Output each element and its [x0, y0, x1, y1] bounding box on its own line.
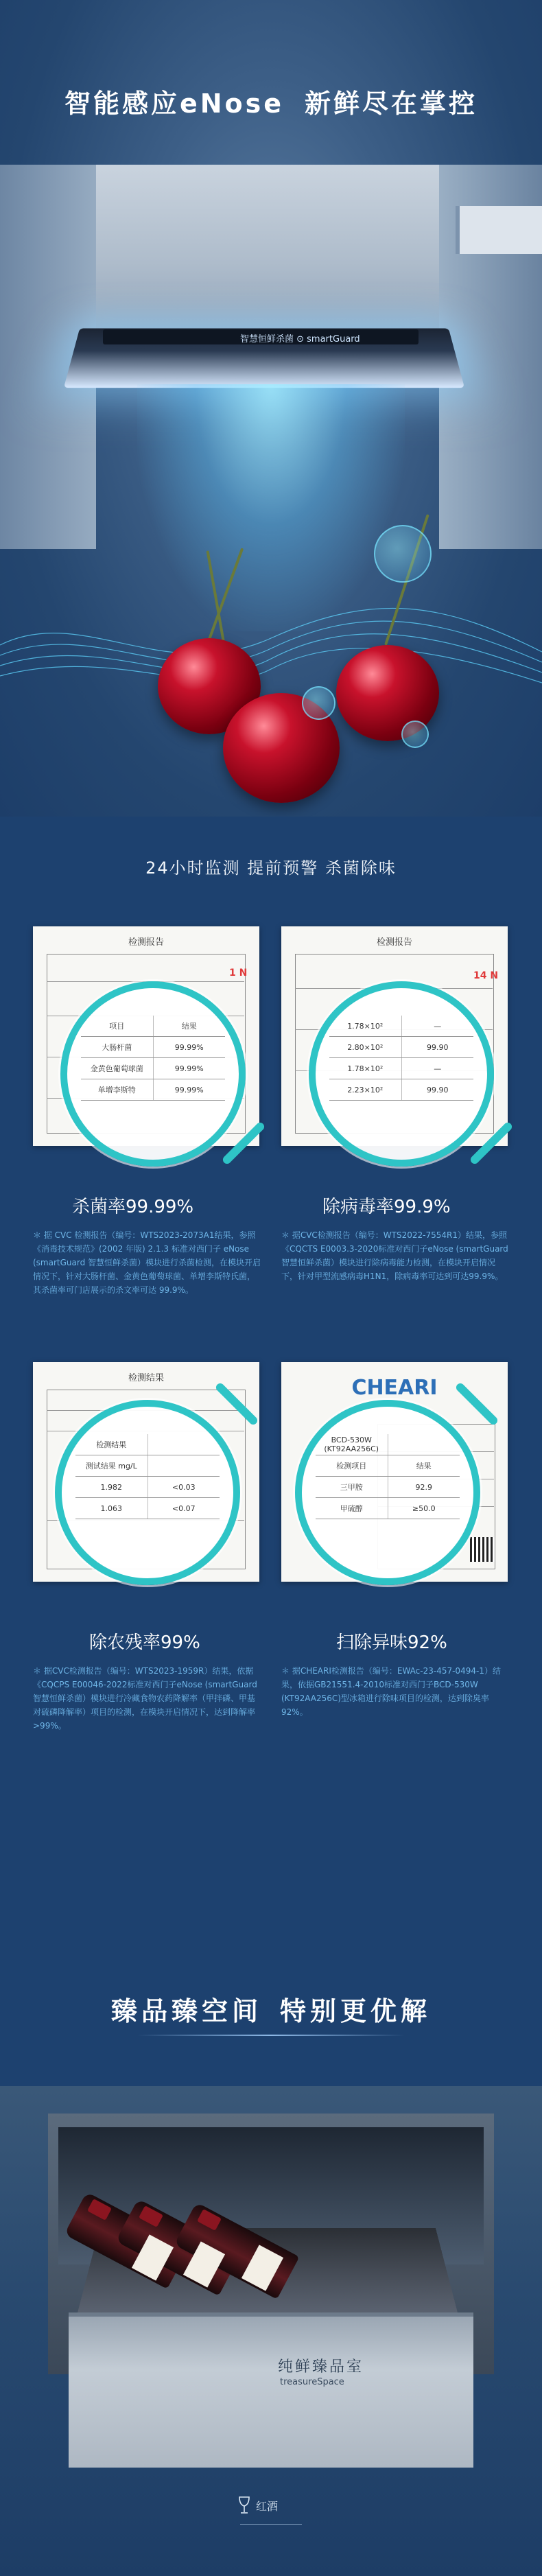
bacteria-bubble-icon	[374, 525, 432, 583]
table-cell: 99.90	[427, 1085, 449, 1094]
table-cell: 大肠杆菌	[81, 1037, 154, 1057]
wine-category-chip[interactable]	[237, 2495, 305, 2516]
table-row	[316, 1477, 460, 1498]
magnified-table	[329, 1016, 473, 1132]
table-cell: 单增李斯特	[81, 1079, 154, 1100]
table-row	[75, 1498, 220, 1519]
hero-title-part-a: 智能感应eNose	[64, 89, 285, 119]
table-cell: 2.80×10²	[329, 1037, 402, 1057]
drawer-brand-en: treasureSpace	[280, 2377, 344, 2387]
magnified-table	[316, 1434, 460, 1551]
table-row	[75, 1434, 220, 1455]
table-cell: <0.07	[172, 1503, 196, 1513]
virus-removal-rate-label: 除病毒率99.9%	[322, 1197, 451, 1217]
table-cell: 检测项目	[316, 1455, 388, 1476]
table-cell: 金黄色葡萄球菌	[81, 1058, 154, 1079]
table-cell: 1.78×10²	[329, 1016, 402, 1036]
wine-category-label: 红酒	[256, 2499, 279, 2513]
hero-title-part-b: 新鲜尽在掌控	[305, 89, 478, 119]
table-cell: 1.78×10²	[329, 1058, 402, 1079]
table-row	[329, 1058, 473, 1079]
report-heading: 检测结果	[128, 1373, 164, 1383]
wine-glass-icon	[237, 2496, 252, 2514]
report-heading: 检测报告	[376, 937, 412, 948]
report-description: ＊ 据CHEARI检测报告（编号：EWAc-23-457-0494-1）结果，依据GB21551.4-2010标准对西门子BCD-530W (KT92AA256C)型冰箱进行除味项目的检测，达到除臭率92%。	[281, 1666, 501, 1717]
odor-removal-rate-label: 扫除异味92%	[336, 1632, 447, 1653]
magnified-table	[75, 1434, 220, 1551]
table-cell: 项目	[81, 1016, 154, 1036]
table-cell: 92.9	[415, 1482, 432, 1492]
table-row	[329, 1037, 473, 1058]
wave-lines-graphic	[0, 563, 542, 714]
table-cell	[388, 1434, 460, 1455]
bacteria-bubble-icon	[401, 721, 429, 748]
cheari-logo-text: CHEARI	[351, 1376, 438, 1400]
magnifier-lens	[60, 981, 246, 1167]
section-title-part-a: 臻品臻空间	[110, 1996, 262, 2026]
drawer-brand-cn: 纯鲜臻品室	[278, 2358, 364, 2376]
table-row	[316, 1498, 460, 1519]
bacteria-bubble-icon	[302, 686, 335, 720]
report-description: ＊ 据 CVC 检测报告（编号：WTS2023-2073A1结果，参照《消毒技术规范》(2002 年版) 2.1.3 标准对西门子 eNose (smartGuard 智慧恒鲜杀菌）模块进行杀菌检测，在模块开启情况下，针对大肠杆菌、金黄色葡萄球菌、单增李斯特氏菌，其杀菌率可门店展示的杀文率可达 99.9%。	[33, 1230, 261, 1295]
table-cell: 结果	[181, 1022, 197, 1031]
table-cell: 99.99%	[174, 1042, 204, 1052]
magnified-table	[81, 1016, 225, 1132]
report-description: ＊ 据CVC检测报告（编号：WTS2022-7554R1）结果，参照《CQCTS E0003.3-2020标准对西门子eNose (smartGuard 智慧恒鲜杀菌）模块进行除病毒能力检测，在模块开启情况下，针对甲型流感病毒H1N1，除病毒率可达到可达99.9%。	[281, 1230, 508, 1281]
table-row	[75, 1477, 220, 1498]
table-row	[81, 1016, 225, 1037]
magnifier-lens	[55, 1400, 240, 1585]
table-cell: —	[434, 1021, 442, 1031]
table-cell: ≥50.0	[412, 1503, 436, 1513]
table-cell	[148, 1455, 220, 1476]
magnifier-lens	[309, 981, 494, 1167]
table-cell: 检测结果	[75, 1434, 148, 1455]
table-row	[316, 1434, 460, 1455]
drawer-front-panel[interactable]	[69, 2312, 473, 2468]
red-annotation: 1 N	[229, 968, 248, 979]
magnifier-lens	[295, 1400, 480, 1585]
section-title-part-b: 特别更优解	[280, 1996, 432, 2026]
table-cell: 1.063	[75, 1498, 148, 1519]
hero-title	[0, 82, 542, 120]
table-row	[329, 1079, 473, 1101]
table-row	[81, 1079, 225, 1101]
table-row	[75, 1455, 220, 1477]
feature-caption: 24小时监测 提前预警 杀菌除味	[145, 858, 397, 878]
table-cell: 甲硫醇	[316, 1498, 388, 1519]
table-cell: BCD-530W (KT92AA256C)	[316, 1434, 388, 1455]
table-cell: 99.90	[427, 1042, 449, 1052]
table-cell: —	[434, 1064, 442, 1073]
table-row	[316, 1455, 460, 1477]
report-description: ＊ 据CVC检测报告（编号：WTS2023-1959R）结果，依据《CQCPS E00046-2022标准对西门子eNose (smartGuard 智慧恒鲜杀菌）模块进行冷藏食物农药降解率（甲拌磷、甲基对硫磷降解率）项目的检测，在模块开启情况下，达到降解率>99%。	[33, 1666, 257, 1731]
table-row	[81, 1058, 225, 1079]
report-heading: 检测报告	[128, 937, 164, 948]
lamp-label: 智慧恒鲜杀菌 ⊙ smartGuard	[240, 334, 360, 344]
table-row	[81, 1037, 225, 1058]
table-cell: 三甲胺	[316, 1477, 388, 1497]
table-cell: <0.03	[172, 1482, 196, 1492]
table-cell	[148, 1434, 220, 1455]
sterilization-rate-label: 杀菌率99.99%	[72, 1197, 194, 1217]
table-cell: 结果	[416, 1462, 432, 1471]
qr-code-icon	[470, 1537, 495, 1562]
red-annotation: 14 N	[473, 970, 499, 981]
pesticide-removal-rate-label: 除农残率99%	[89, 1632, 200, 1653]
fridge-shelf-bracket	[456, 206, 542, 254]
table-row	[329, 1016, 473, 1037]
table-cell: 99.99%	[174, 1064, 204, 1073]
hero-section	[0, 0, 542, 817]
table-cell: 99.99%	[174, 1085, 204, 1094]
chip-underline	[240, 2524, 302, 2525]
table-cell: 2.23×10²	[329, 1079, 402, 1100]
section-title	[0, 1990, 542, 2028]
table-cell: 测试结果 mg/L	[75, 1455, 148, 1476]
title-divider	[137, 2035, 405, 2036]
table-cell: 1.982	[75, 1477, 148, 1497]
